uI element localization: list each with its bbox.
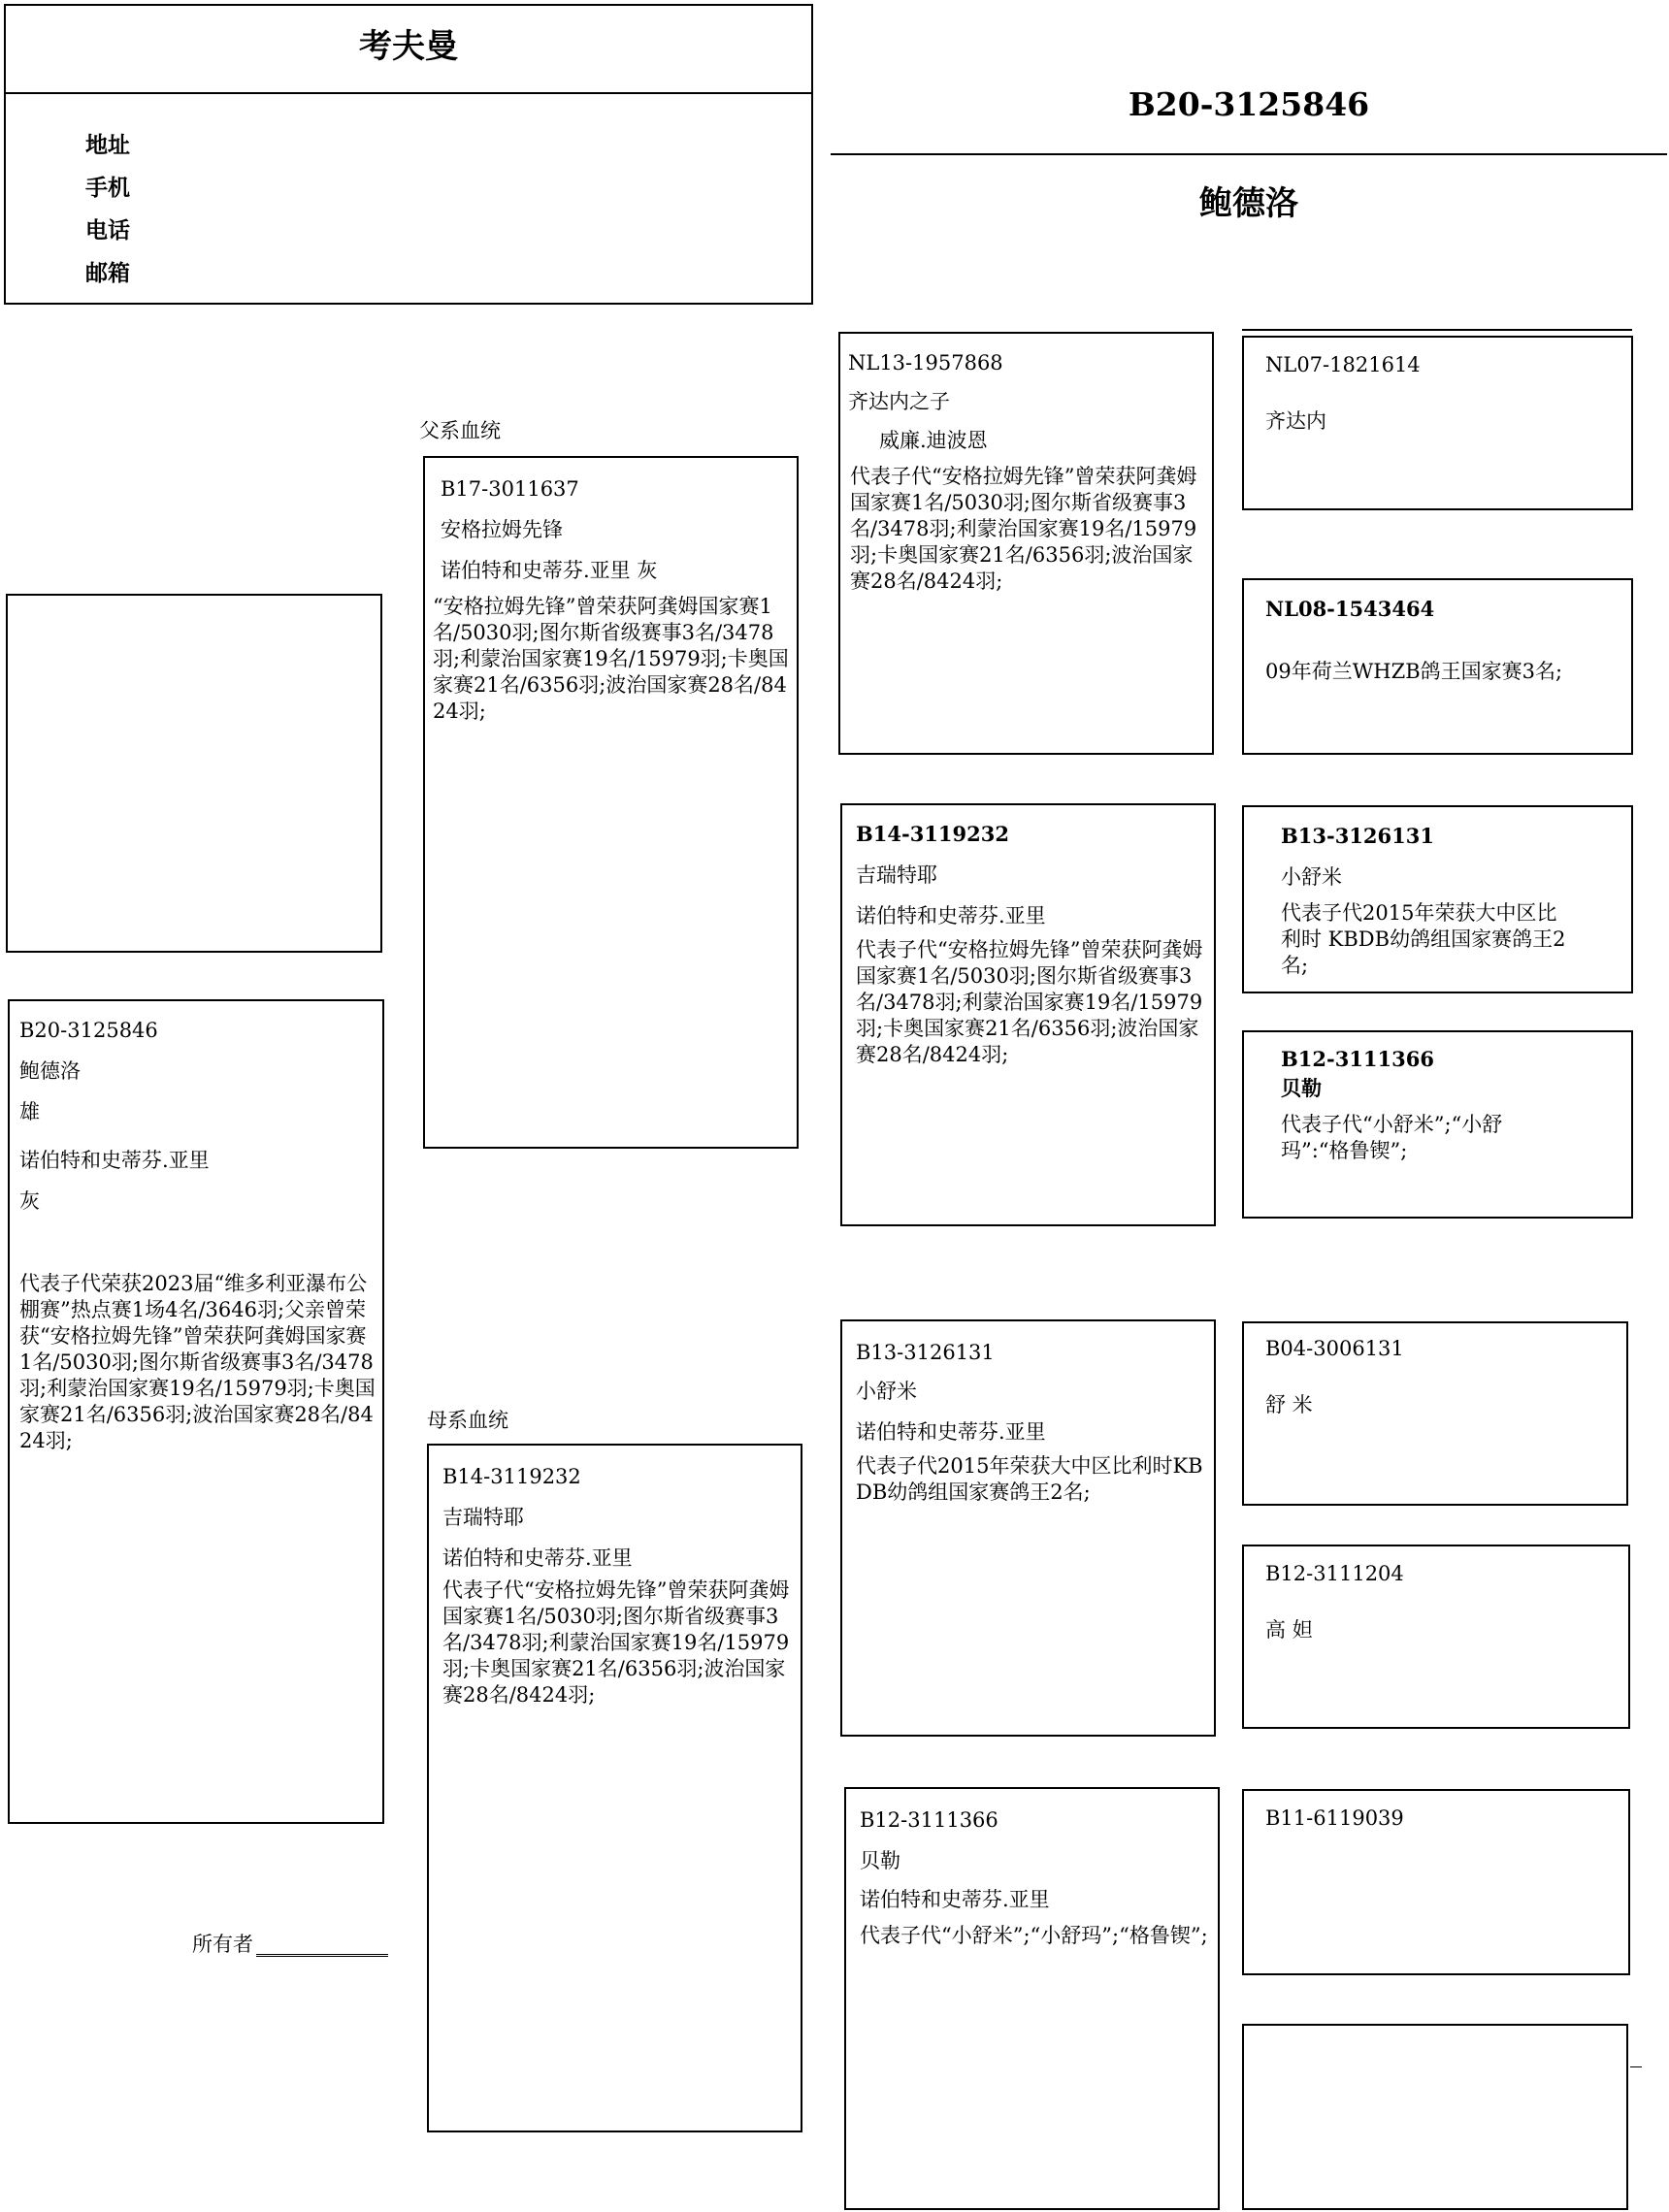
dam-dam-card — [844, 1787, 1220, 2210]
sire-dam-name: 吉瑞特耶 — [856, 863, 937, 887]
great-grandparent-1-card — [1242, 336, 1633, 510]
sire-sire-name: 齐达内之子 — [848, 390, 950, 413]
subject-ring: B20-3125846 — [19, 1019, 158, 1042]
dam-card — [427, 1444, 802, 2132]
ggp2-description: 09年荷兰WHZB鸽王国家赛3名; — [1265, 660, 1563, 683]
sire-name: 安格拉姆先锋 — [441, 518, 563, 541]
email-label: 邮箱 — [85, 261, 130, 286]
ggp2-ring: NL08-1543464 — [1265, 597, 1435, 621]
owner-name: 考夫曼 — [359, 27, 458, 66]
stray-rule — [1630, 2066, 1642, 2067]
address-label: 地址 — [85, 133, 130, 158]
ggp5-name: 舒 米 — [1265, 1393, 1313, 1416]
header-pigeon-name: 鲍德洛 — [1199, 184, 1298, 223]
dam-sire-card — [840, 1319, 1216, 1737]
dam-sire-description: 代表子代2015年荣获大中区比利时KBDB幼鸽组国家赛鸽王2名; — [856, 1454, 1203, 1504]
dam-description: 代表子代“安格拉姆先锋”曾荣获阿龚姆国家赛1名/5030羽;图尔斯省级赛事3名/3478羽;利蒙治国家赛19名/15979羽;卡奥国家赛21名/6356羽;波治国家赛28名/8424羽; — [442, 1578, 790, 1707]
sire-dam-breeder: 诺伯特和史蒂芬.亚里 — [856, 904, 1046, 927]
sire-sire-card — [838, 332, 1214, 755]
phone-label: 电话 — [85, 218, 130, 244]
ggp4-description: 代表子代“小舒米”;“小舒玛”:“格鲁锲”; — [1281, 1113, 1503, 1162]
subject-color: 灰 — [19, 1189, 40, 1213]
subject-description: 代表子代荣获2023届“维多利亚瀑布公棚赛”热点赛1场4名/3646羽;父亲曾荣获“安格拉姆先锋”曾荣获阿龚姆国家赛1名/5030羽;图尔斯省级赛事3名/3478羽;利蒙治国家赛19名/15979羽;卡奥国家赛21名/6356羽;波治国家赛28名/8424羽; — [19, 1272, 376, 1452]
dam-sire-ring: B13-3126131 — [856, 1341, 995, 1364]
subject-pigeon-card — [8, 999, 384, 1824]
ggp3-description: 代表子代2015年荣获大中区比利时 KBDB幼鸽组国家赛鸽王2名; — [1281, 901, 1566, 977]
sire-ring: B17-3011637 — [441, 477, 579, 501]
sire-dam-ring: B14-3119232 — [856, 822, 1009, 846]
sire-sire-ring: NL13-1957868 — [848, 351, 1003, 374]
dam-line-label: 母系血统 — [427, 1409, 508, 1432]
dam-dam-description: 代表子代“小舒米”;“小舒玛”;“格鲁锲”; — [860, 1924, 1208, 1947]
header-divider — [831, 153, 1667, 155]
great-grandparent-2-card — [1242, 578, 1633, 755]
great-grandparent-5-card — [1242, 1321, 1628, 1506]
sire-dam-description: 代表子代“安格拉姆先锋”曾荣获阿龚姆国家赛1名/5030羽;图尔斯省级赛事3名/3478羽;利蒙治国家赛19名/15979羽;卡奥国家赛21名/6356羽;波治国家赛28名/8424羽; — [856, 938, 1203, 1066]
photo-placeholder — [6, 594, 382, 953]
sire-breeder-color: 诺伯特和史蒂芬.亚里 灰 — [441, 559, 658, 582]
dam-breeder: 诺伯特和史蒂芬.亚里 — [442, 1546, 633, 1570]
header-ring-number: B20-3125846 — [1128, 85, 1370, 123]
sire-line-label: 父系血统 — [419, 419, 501, 442]
owner-signature-line — [256, 1954, 388, 1957]
header-short-rule — [1242, 329, 1632, 331]
ggp6-name: 高 妲 — [1265, 1618, 1313, 1642]
ggp1-name: 齐达内 — [1265, 409, 1326, 433]
ggp7-ring: B11-6119039 — [1265, 1806, 1404, 1830]
mobile-label: 手机 — [85, 176, 130, 201]
great-grandparent-7-card — [1242, 1789, 1630, 1975]
ggp5-ring: B04-3006131 — [1265, 1337, 1404, 1360]
owner-info-box — [4, 4, 813, 305]
dam-dam-breeder: 诺伯特和史蒂芬.亚里 — [860, 1888, 1050, 1911]
ggp4-name: 贝勒 — [1281, 1076, 1322, 1100]
great-grandparent-6-card — [1242, 1545, 1630, 1729]
great-grandparent-3-card — [1242, 805, 1633, 993]
ggp6-ring: B12-3111204 — [1265, 1562, 1404, 1585]
dam-name: 吉瑞特耶 — [442, 1506, 524, 1529]
dam-sire-breeder: 诺伯特和史蒂芬.亚里 — [856, 1420, 1046, 1444]
dam-dam-ring: B12-3111366 — [860, 1808, 998, 1832]
subject-name: 鲍德洛 — [19, 1059, 81, 1083]
dam-ring: B14-3119232 — [442, 1465, 581, 1488]
great-grandparent-4-card — [1242, 1030, 1633, 1219]
sire-description: “安格拉姆先锋”曾荣获阿龚姆国家赛1名/5030羽;图尔斯省级赛事3名/3478羽;利蒙治国家赛19名/15979羽;卡奥国家赛21名/6356羽;波治国家赛28名/8424羽; — [433, 595, 789, 723]
subject-sex: 雄 — [19, 1100, 40, 1123]
ggp3-name: 小舒米 — [1281, 865, 1342, 889]
owner-box-divider — [6, 92, 811, 94]
great-grandparent-8-card — [1242, 2024, 1628, 2210]
sire-dam-card — [840, 803, 1216, 1226]
sire-sire-breeder: 威廉.迪波恩 — [879, 429, 988, 452]
dam-sire-name: 小舒米 — [856, 1380, 917, 1403]
ggp3-ring: B13-3126131 — [1281, 824, 1434, 848]
subject-breeder: 诺伯特和史蒂芬.亚里 — [19, 1149, 210, 1172]
sire-card — [423, 456, 799, 1149]
ggp4-ring: B12-3111366 — [1281, 1047, 1434, 1071]
sire-sire-description: 代表子代“安格拉姆先锋”曾荣获阿龚姆国家赛1名/5030羽;图尔斯省级赛事3名/3478羽;利蒙治国家赛19名/15979羽;卡奥国家赛21名/6356羽;波治国家赛28名/8424羽; — [850, 465, 1197, 593]
dam-dam-name: 贝勒 — [860, 1849, 900, 1872]
ggp1-ring: NL07-1821614 — [1265, 353, 1421, 376]
owner-signature-label: 所有者 — [192, 1933, 253, 1956]
